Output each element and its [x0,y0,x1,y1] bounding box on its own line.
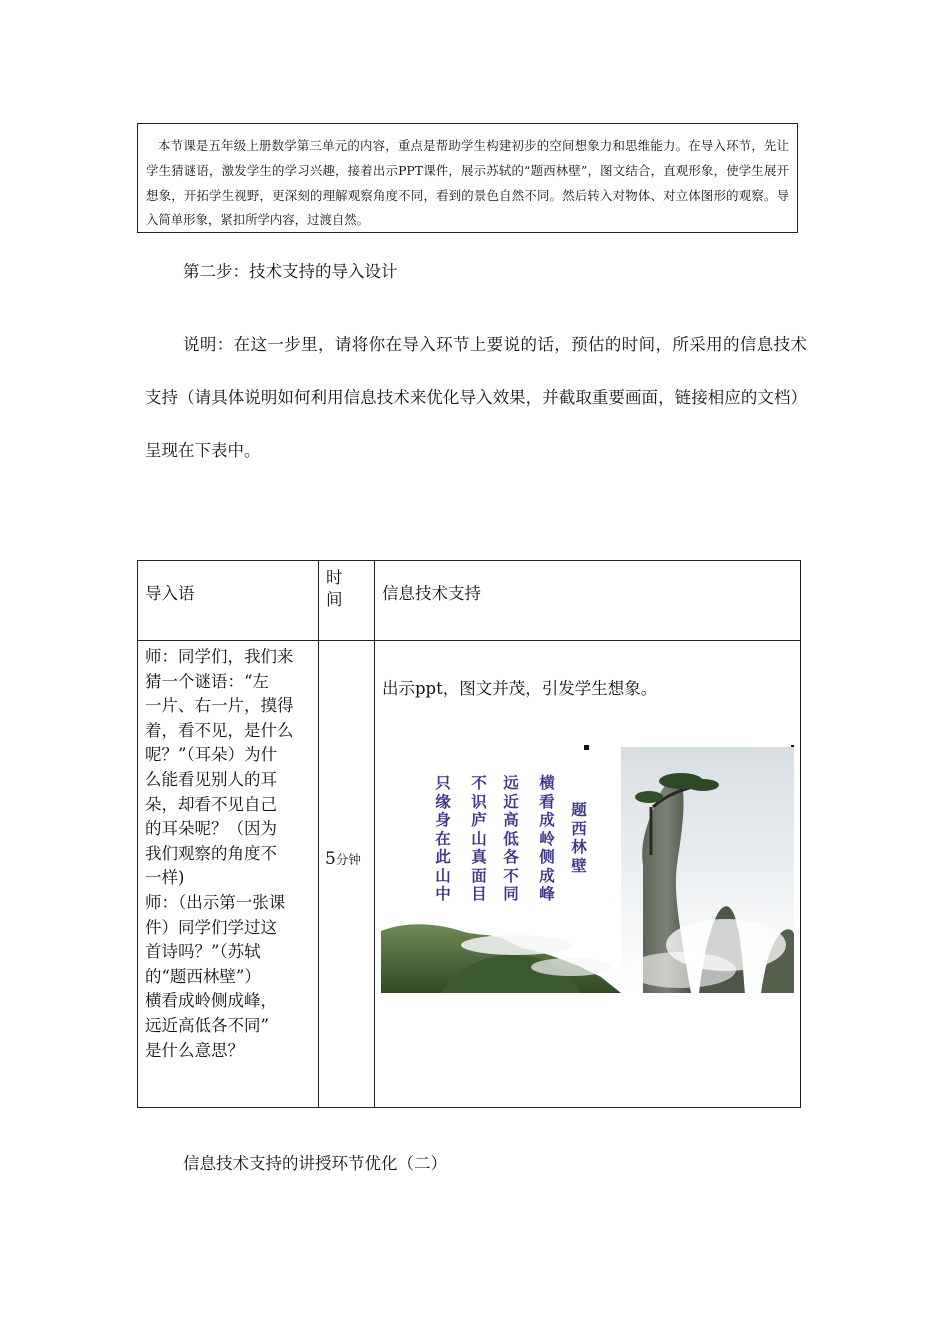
poem-line-1: 横看成岭侧成峰 [539,774,555,903]
intro-dialog-cell [138,641,319,1108]
dialog-line: 一样) [145,868,185,888]
header-time [319,561,375,641]
table-header-row [138,561,801,641]
header-intro: 导入语 [138,561,319,641]
dialog-line: 猜一个谜语：“左 [145,671,269,691]
lesson-summary-box [137,123,798,233]
dialog-line: 师：同学们，我们来 [145,647,294,666]
dialog-line: 首诗吗？”（苏轼 [145,942,261,962]
dialog-line: 呢？”（耳朵）为什 [145,745,278,765]
header-tech: 信息技术支持 [375,561,801,641]
poem-line-4: 只缘身在此山中 [435,774,451,903]
poem-line-2: 远近高低各不同 [503,774,519,903]
lesson-summary-text: 本节课是五年级上册数学第三单元的内容，重点是帮助学生构建初步的空间想象力和思维能力。在导入环节，先让学生猜谜语，激发学生的学习兴趣，接着出示PPT课件，展示苏轼的“题西林壁”，图文结合，直观形象，使学生展开想象，开拓学生视野，更深刻的理解观察角度不同，看到的景色自然不同。然后转入对物体、对立体图形的观察。导入简单形象，紧扣所学内容，过渡自然。 [146,138,789,228]
ppt-slide-image [381,745,794,993]
step2-heading: 第二步：技术支持的导入设计 [183,262,398,281]
time-cell [319,641,375,1108]
dialog-line: 我们观察的角度不 [145,843,277,863]
dialog-line: 朵，却看不见自己 [145,794,277,814]
dialog-line: 远近高低各不同” [145,1015,269,1035]
header-time-line1: 时 [326,568,343,587]
dialog-line: 着，看不见，是什么 [145,720,294,740]
tech-support-cell [375,641,801,1108]
time-unit: 分钟 [335,852,361,867]
tech-support-text: 出示ppt，图文并茂，引发学生想象。 [382,679,658,698]
dialog-line: 师：（出示第一张课 [145,892,286,912]
intro-design-table [137,560,801,1108]
poem-line-3: 不识庐山真面目 [471,774,487,903]
poem-title: 题西林壁 [571,801,587,875]
instruction-paragraph: 说明：在这一步里，请将你在导入环节上要说的话，预估的时间，所采用的信息技术支持（请具体说明如何利用信息技术来优化导入效果，并截取重要画面，链接相应的文档）呈现在下表中。 [145,335,807,460]
dialog-line: 么能看见别人的耳 [145,769,277,789]
dialog-line: 件）同学们学过这 [145,917,277,937]
dialog-line: 的“题西林壁”） [145,966,261,986]
dialog-line: 横看成岭侧成峰， [145,991,277,1011]
dialog-line: 一片、右一片，摸得 [145,696,294,716]
time-value: 5 [325,849,336,869]
dialog-line: 是什么意思？ [145,1040,244,1060]
header-time-line2: 间 [326,590,343,609]
section-heading: 信息技术支持的讲授环节优化（二） [183,1154,447,1173]
dialog-line: 的耳朵呢？（因为 [145,819,277,839]
table-row [138,641,801,1108]
